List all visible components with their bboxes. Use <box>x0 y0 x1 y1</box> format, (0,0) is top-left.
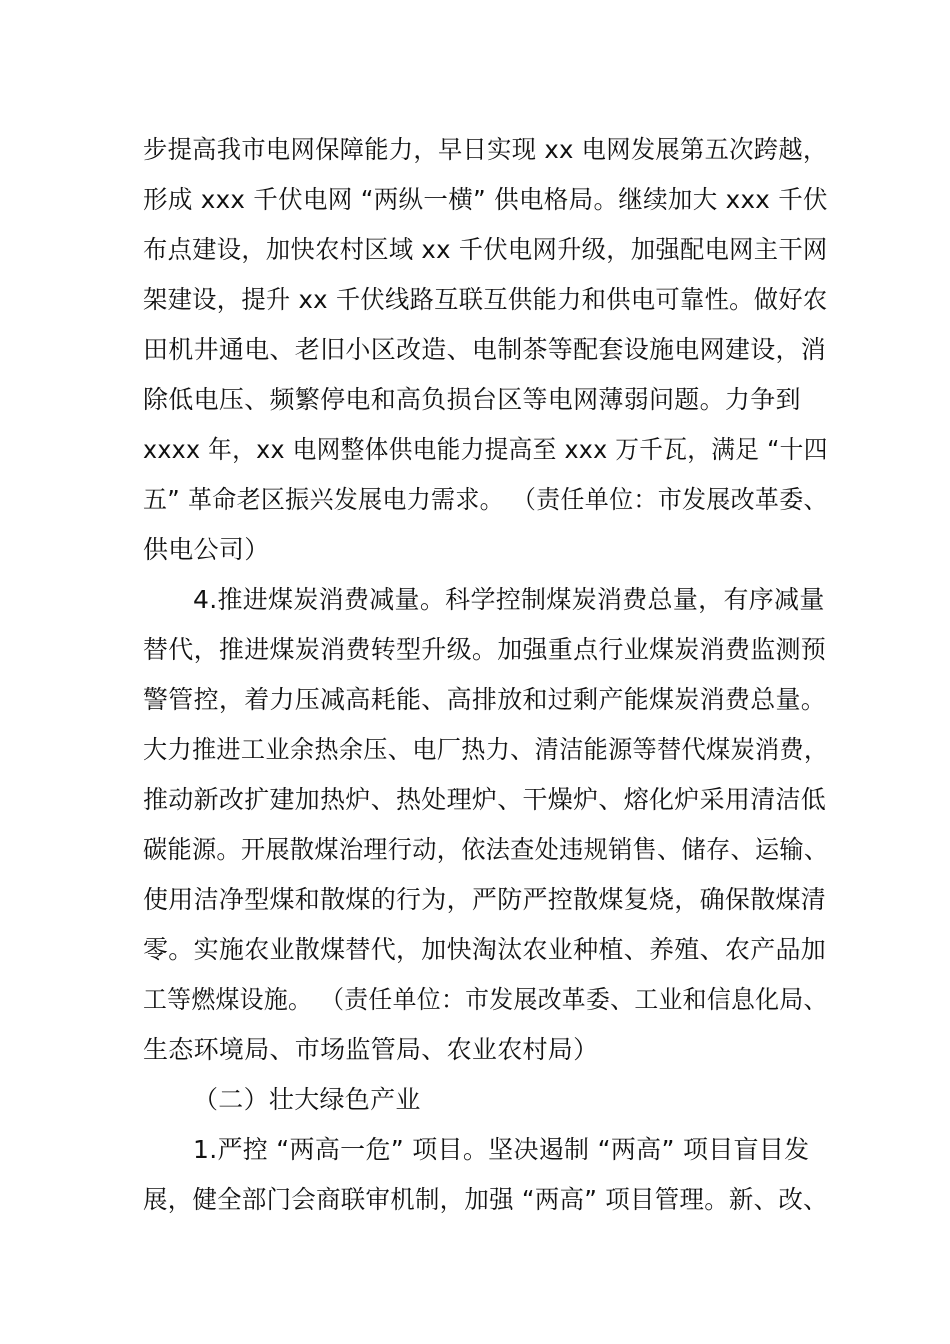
text-line: 推动新改扩建加热炉、热处理炉、干燥炉、熔化炉采用清洁低 <box>143 785 827 814</box>
text-line: 除低电压、频繁停电和高负损台区等电网薄弱问题。力争到 <box>143 385 801 414</box>
text-line: 大力推进工业余热余压、电厂热力、清洁能源等替代煤炭消费， <box>143 735 829 764</box>
text-line: xxxx 年，xx 电网整体供电能力提高至 xxx 万千瓦，满足 “十四 <box>143 435 828 464</box>
text-line: 五” 革命老区振兴发展电力需求。 （责任单位：市发展改革委、 <box>143 485 828 514</box>
text-line: 供电公司） <box>143 535 270 564</box>
text-line: 生态环境局、市场监管局、农业农村局） <box>143 1035 599 1064</box>
text-line: 形成 xxx 千伏电网 “两纵一横” 供电格局。继续加大 xxx 千伏 <box>143 185 828 214</box>
text-line: 布点建设，加快农村区域 xx 千伏电网升级，加强配电网主干网 <box>143 235 828 264</box>
paragraph-first-line: 1.严控 “两高一危” 项目。坚决遏制 “两高” 项目盲目发 <box>193 1135 810 1164</box>
text-line: 使用洁净型煤和散煤的行为，严防严控散煤复烧，确保散煤清 <box>143 885 827 914</box>
text-line: 工等燃煤设施。 （责任单位：市发展改革委、工业和信息化局、 <box>143 985 828 1014</box>
text-line: 田机井通电、老旧小区改造、电制茶等配套设施电网建设，消 <box>143 335 827 364</box>
text-line: 展，健全部门会商联审机制，加强 “两高” 项目管理。新、改、 <box>143 1185 828 1214</box>
section-heading: （二）壮大绿色产业 <box>193 1085 421 1114</box>
paragraph-first-line: 4.推进煤炭消费减量。科学控制煤炭消费总量，有序减量 <box>193 585 825 614</box>
text-line: 警管控，着力压减高耗能、高排放和过剩产能煤炭消费总量。 <box>143 685 827 714</box>
text-line: 碳能源。开展散煤治理行动，依法查处违规销售、储存、运输、 <box>143 835 829 864</box>
text-line: 零。实施农业散煤替代，加快淘汰农业种植、养殖、农产品加 <box>143 935 827 964</box>
text-line: 架建设，提升 xx 千伏线路互联互供能力和供电可靠性。做好农 <box>143 285 828 314</box>
text-line: 步提高我市电网保障能力，早日实现 xx 电网发展第五次跨越， <box>143 135 828 164</box>
text-line: 替代，推进煤炭消费转型升级。加强重点行业煤炭消费监测预 <box>143 635 827 664</box>
